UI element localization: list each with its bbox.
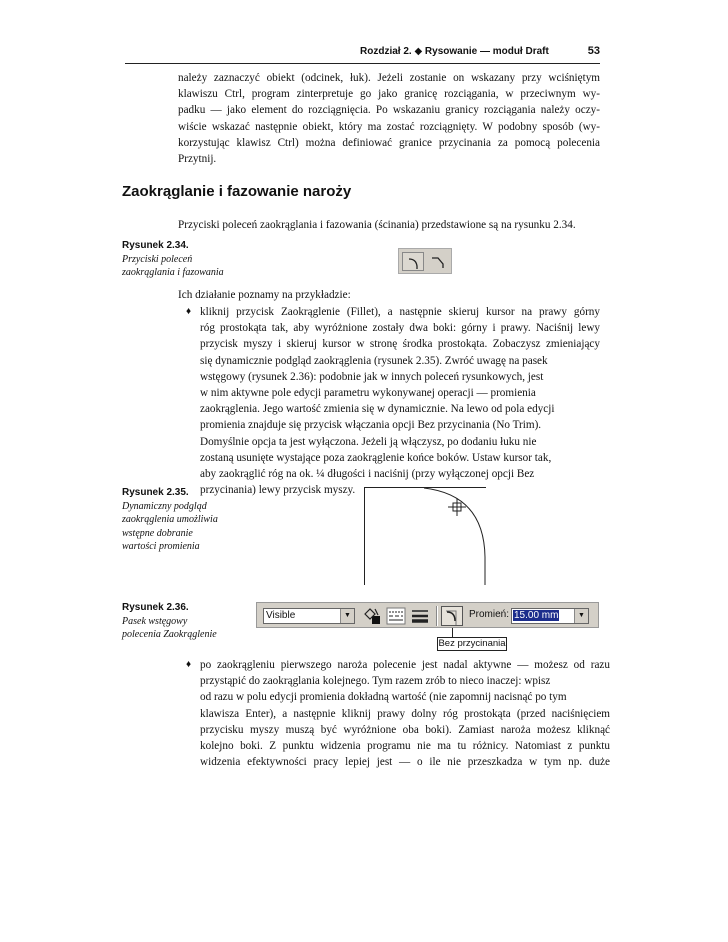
radius-label: Promień: (469, 609, 510, 620)
text-line: od razu w polu edycji promienia dokładną wartość (nie zapomnij nacisnąć po tym (200, 691, 567, 704)
text-line: kolejno boki. Z punktu widzenia programu nie ma tu różnicy. Natomiast z punktu (200, 740, 610, 753)
figure-caption-2-36 (122, 601, 252, 642)
text-line: promienia znajduje się przycisk włączania opcji Bez przycinania (No Trim). (200, 419, 542, 432)
paint-bucket-icon (361, 606, 383, 626)
layer-combo-value: Visible (266, 610, 296, 621)
layer-combo[interactable] (263, 608, 355, 624)
fillet-ribbon-bar (256, 602, 599, 628)
text-line: Przyciski poleceń zaokrąglania i fazowania (ścinania) przedstawione są na rysunku 2.34. (178, 219, 576, 231)
page-number: 53 (587, 45, 600, 57)
fillet-preview-drawing (364, 487, 486, 585)
figure-caption-2-34 (122, 239, 252, 280)
line-width-button[interactable] (409, 606, 431, 626)
chevron-down-icon[interactable]: ▼ (574, 609, 588, 623)
no-trim-callout: Bez przycinania (438, 638, 506, 649)
text-line: kliknij przycisk Zaokrąglenie (Fillet), a następnie skieruj kursor na prawy górny (200, 306, 600, 318)
text-line: się dynamicznie podgląd zaokrąglenia (rysunek 2.35). Zwróć uwagę na pasek (200, 354, 548, 367)
paragraph-example (178, 287, 608, 303)
crosshair-cursor-icon (448, 498, 466, 516)
text-line: przycisk myszy i skieruj kursor w stronę środka prostokąta. Zobaczysz zmieniający (200, 338, 600, 351)
fillet-chamfer-buttons (398, 248, 452, 274)
text-line: korzystując klawisz Ctrl) można definiować granice przycinania za pomocą polecenia (178, 136, 600, 149)
caption-text: wstępne dobranie (122, 527, 193, 539)
chamfer-button[interactable] (427, 252, 449, 271)
figure-caption-2-35 (122, 486, 252, 554)
paragraph-stretch (178, 70, 600, 167)
caption-text: zaokrąglania i fazowania (122, 267, 224, 278)
caption-label: Rysunek 2.34. (122, 240, 189, 251)
list-item (186, 657, 610, 770)
paragraph-intro (178, 217, 608, 233)
fillet-icon (403, 253, 425, 272)
text-line: padku — jako element do rozciągnięcia. Po wskazaniu granicy rozciągania należy oczy- (178, 104, 600, 117)
text-line: zaokrąglenia. Jego wartość zmienia się w dynamicznie. Na lewo od pola edycji (200, 403, 555, 416)
text-line: należy zaznaczyć obiekt (odcinek, łuk). Jeżeli zostanie on wskazany przy wciśniętym (178, 72, 600, 84)
section-heading: Zaokrąglanie i fazowanie naroży (122, 183, 352, 200)
text-line: Ich działanie poznamy na przykładzie: (178, 289, 351, 301)
caption-text: wartości promienia (122, 541, 200, 552)
caption-text: Przyciski poleceń (122, 253, 193, 265)
line-width-icon (409, 606, 431, 626)
radius-input[interactable] (511, 608, 589, 624)
caption-label: Rysunek 2.36. (122, 602, 189, 613)
text-line: klawisza Enter), a następnie kliknij prawy dolny róg prostokąta (przed naciśnięciem (200, 707, 610, 720)
header-rule (125, 63, 600, 64)
text-line: w nim aktywne pole edycji parametru wykonywanej operacji — promienia (200, 387, 536, 400)
running-title: Rozdział 2. ◆ Rysowanie — moduł Draft (360, 46, 549, 57)
text-line: widzenia efektywności pracy lepiej jest — o ile nie przeszkadza w tym np. duże (200, 756, 610, 769)
text-line: aby zaokrąglić róg na ok. ¼ długości i naciśnij (przy wyłączonej opcji Bez (200, 468, 535, 481)
line-style-button[interactable] (385, 606, 407, 626)
callout-leader (452, 628, 453, 637)
caption-label: Rysunek 2.35. (122, 487, 189, 498)
bullet-icon: ♦ (186, 306, 192, 317)
line-style-icon (385, 606, 407, 626)
list-item (186, 304, 600, 498)
fillet-preview-figure (364, 487, 486, 585)
caption-text: zaokrąglenia umożliwia (122, 514, 218, 525)
text-line: po zaokrągleniu pierwszego naroża polecenie jest nadal aktywne — możesz od razu (200, 659, 610, 671)
caption-text: polecenia Zaokrąglenie (122, 629, 217, 640)
text-line: zostaną usunięte wystające poza zaokrąglenie końce boków. Ustaw kursor tak, (200, 451, 552, 464)
text-line: róg prostokąta tak, aby wyróżnione zostały dwa boki: górny i prawy. Naciśnij lewy (200, 322, 600, 335)
text-line: przycinania) lewy przycisk myszy. (200, 484, 356, 497)
text-line: wstęgowy (rysunek 2.36): podobnie jak w innych poleceń rysunkowych, jest (200, 370, 544, 383)
text-line: klawiszu Ctrl, program zinterpretuje go jako granicę rozciągania, w przeciwnym wy- (178, 88, 600, 101)
color-button[interactable] (361, 606, 383, 626)
no-trim-icon (442, 607, 464, 627)
radius-value[interactable]: 15.00 mm (514, 610, 559, 621)
text-line: Domyślnie opcja ta jest wyłączona. Jeżeli ją włączysz, po dodaniu łuku nie (200, 435, 537, 448)
no-trim-button[interactable] (441, 606, 463, 626)
text-line: przystąpić do zaokrąglania kolejnego. Tym razem zrób to nieco inaczej: wpisz (200, 675, 551, 688)
text-line: przycisku myszy muszą być wyróżnione oba boki). Zamiast naroża możesz kliknąć (200, 723, 610, 736)
caption-text: Pasek wstęgowy (122, 615, 188, 627)
fillet-button[interactable] (402, 252, 424, 271)
bullet-icon: ♦ (186, 659, 192, 670)
running-header (360, 46, 600, 62)
caption-text: Dynamiczny podgląd (122, 500, 207, 512)
toolbar-separator (436, 606, 438, 626)
text-line: Przytnij. (178, 153, 217, 166)
text-line: wiście wskazać następnie obiekt, który ma zostać rozciągnięty. W podobny sposób (wy- (178, 120, 600, 133)
chevron-down-icon[interactable]: ▼ (340, 609, 354, 623)
chamfer-icon (427, 252, 449, 271)
